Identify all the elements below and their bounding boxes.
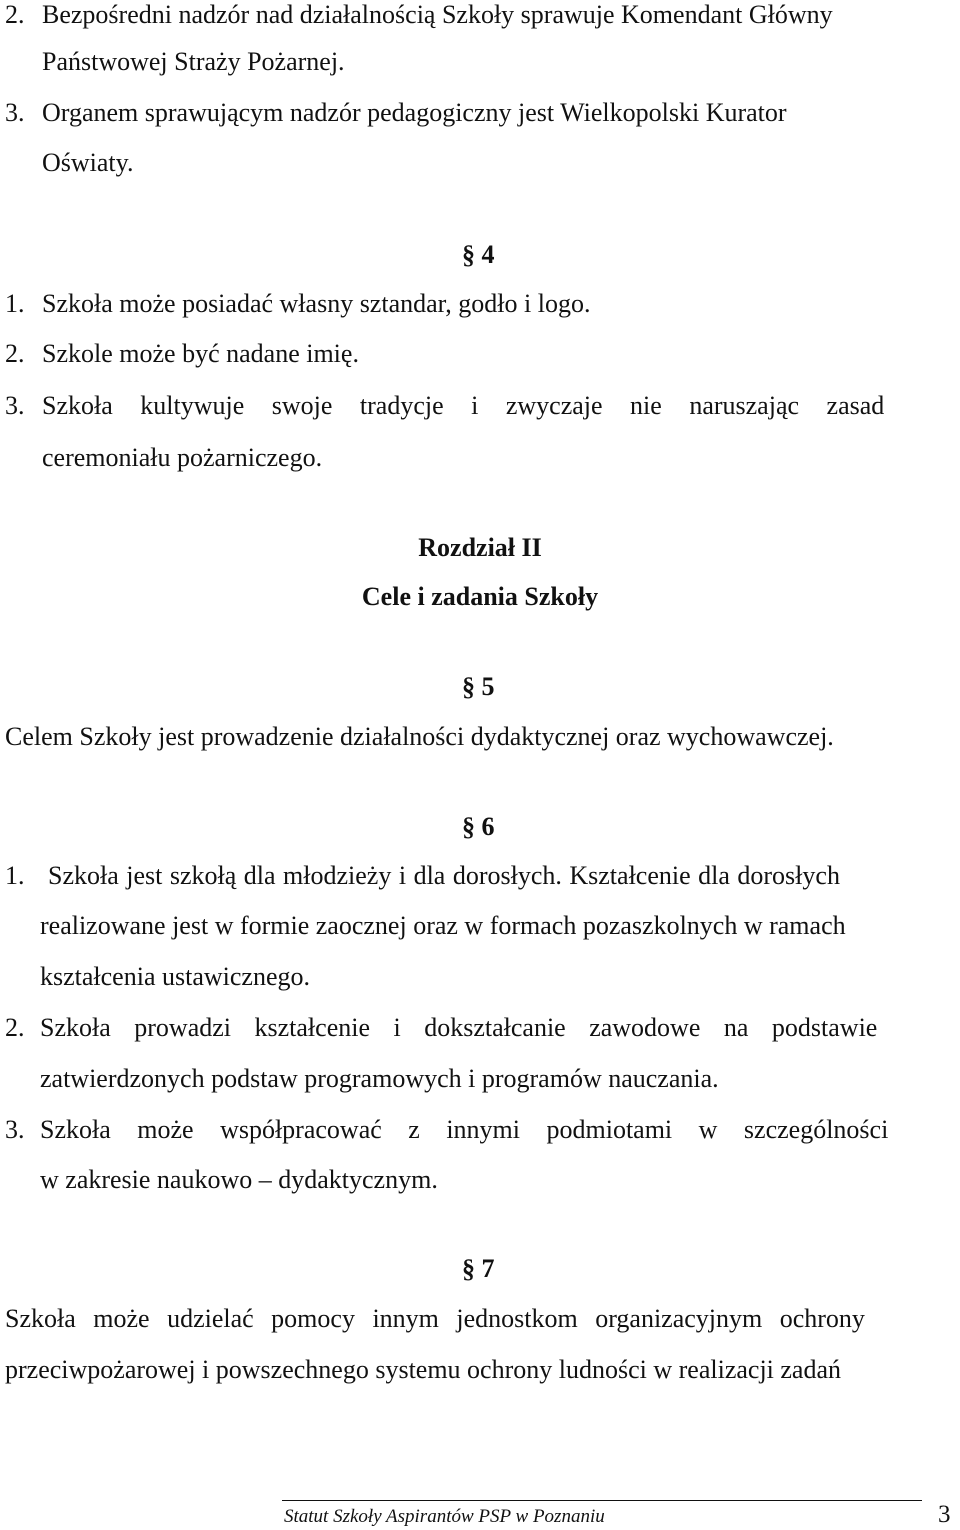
chapter-title: Rozdział II bbox=[418, 533, 542, 562]
item-3-text-line-2: Oświaty. bbox=[42, 148, 134, 177]
sec4-item-3-text: Szkoła kultywuje swoje tradycje i zwyczaje nie naruszając zasad bbox=[42, 391, 885, 420]
section-5-text: Celem Szkoły jest prowadzenie działalności dydaktycznej oraz wychowawczej. bbox=[5, 722, 834, 751]
item-3-number: 3. bbox=[5, 98, 25, 127]
sec4-item-2-text: Szkole może być nadane imię. bbox=[42, 339, 359, 368]
sec4-item-3-number: 3. bbox=[5, 391, 25, 420]
sec4-item-3-continuation: ceremoniału pożarniczego. bbox=[42, 443, 323, 472]
item-2-text-line-2: Państwowej Straży Pożarnej. bbox=[42, 47, 345, 76]
item-2-number: 2. bbox=[5, 0, 25, 29]
sec6-item-3-number: 3. bbox=[5, 1115, 25, 1144]
item-3-text-line-1: Organem sprawującym nadzór pedagogiczny jest Wielkopolski Kurator bbox=[42, 98, 787, 127]
section-7-heading: § 7 bbox=[462, 1254, 495, 1283]
sec4-item-2-number: 2. bbox=[5, 339, 25, 368]
sec6-item-1-line-3: kształcenia ustawicznego. bbox=[40, 962, 310, 991]
section-7-line-2: przeciwpożarowej i powszechnego systemu ochrony ludności w realizacji zadań bbox=[5, 1355, 842, 1384]
footer-rule bbox=[282, 1500, 922, 1501]
section-6-heading: § 6 bbox=[462, 812, 495, 841]
sec6-item-2-line-1: Szkoła prowadzi kształcenie i dokształcanie zawodowe na podstawie bbox=[40, 1013, 878, 1042]
sec4-item-1-number: 1. bbox=[5, 289, 25, 318]
sec6-item-1-line-1: Szkoła jest szkołą dla młodzieży i dla dorosłych. Kształcenie dla dorosłych bbox=[48, 861, 840, 890]
sec6-item-1-line-2: realizowane jest w formie zaocznej oraz w formach pozaszkolnych w ramach bbox=[40, 911, 846, 940]
sec4-item-1-text: Szkoła może posiadać własny sztandar, godło i logo. bbox=[42, 289, 591, 318]
section-4-heading: § 4 bbox=[462, 240, 495, 269]
section-7-line-1: Szkoła może udzielać pomocy innym jednostkom organizacyjnym ochrony bbox=[5, 1304, 865, 1333]
sec6-item-1-number: 1. bbox=[5, 861, 25, 890]
item-2-text-line-1: Bezpośredni nadzór nad działalnością Szkoły sprawuje Komendant Główny bbox=[42, 0, 833, 29]
sec6-item-3-line-2: w zakresie naukowo – dydaktycznym. bbox=[40, 1165, 438, 1194]
sec6-item-3-line-1: Szkoła może współpracować z innymi podmiotami w szczególności bbox=[40, 1115, 889, 1144]
sec6-item-2-line-2: zatwierdzonych podstaw programowych i programów nauczania. bbox=[40, 1064, 719, 1093]
sec6-item-2-number: 2. bbox=[5, 1013, 25, 1042]
footer-title: Statut Szkoły Aspirantów PSP w Poznaniu bbox=[284, 1506, 605, 1527]
chapter-subtitle: Cele i zadania Szkoły bbox=[361, 582, 599, 611]
section-5-heading: § 5 bbox=[462, 672, 495, 701]
page-number: 3 bbox=[938, 1501, 951, 1528]
